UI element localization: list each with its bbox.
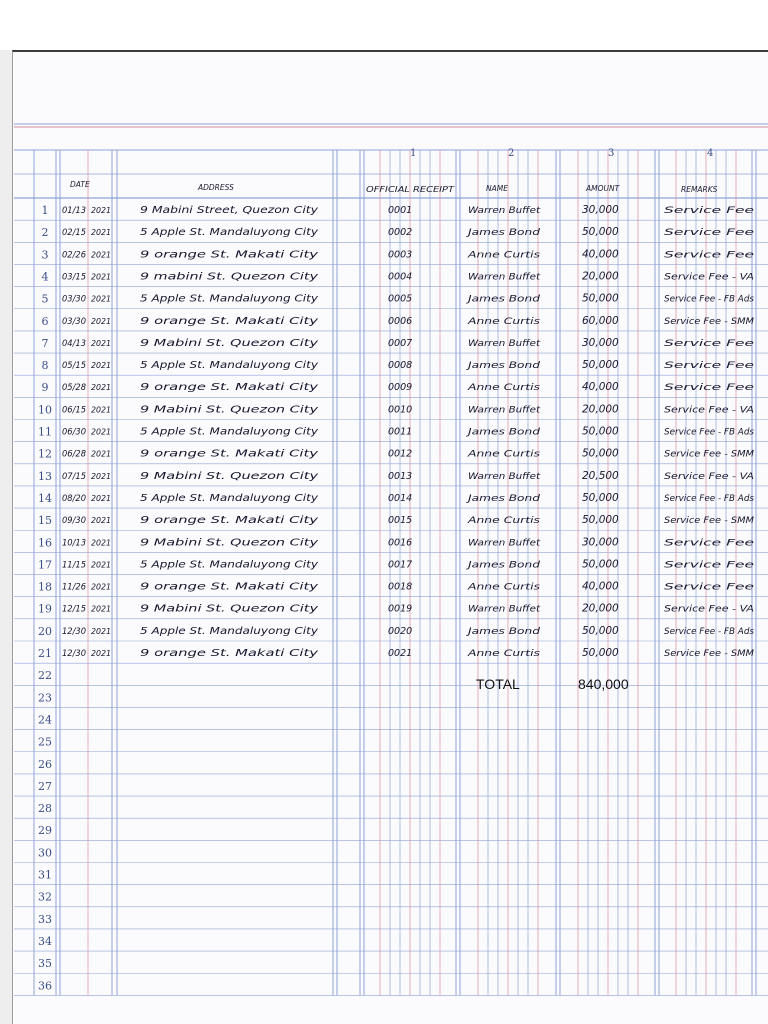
ledger-row (62, 603, 754, 615)
entry-amount: 50,000 (582, 359, 619, 372)
row-number: 23 (38, 691, 52, 705)
ledger-entries (62, 204, 755, 659)
entry-date-year: 2021 (91, 316, 111, 326)
header-remarks: REMARKS (681, 185, 718, 194)
entry-address: 5 Apple St. Mandaluyong City (140, 426, 319, 438)
entry-date: 11/15 (62, 560, 86, 571)
row-number: 14 (38, 491, 52, 505)
entry-official-receipt: 0006 (388, 315, 413, 327)
entry-date-year: 2021 (91, 560, 111, 570)
row-number: 33 (38, 912, 52, 926)
ledger-row (62, 625, 754, 637)
entry-remarks: Service Fee (664, 250, 755, 261)
entry-remarks: Service Fee - SMM (664, 516, 755, 527)
entry-date: 05/28 (62, 383, 87, 394)
ledger-row (62, 581, 755, 593)
row-number: 5 (41, 292, 49, 306)
row-number: 4 (41, 270, 49, 284)
entry-date-year: 2021 (91, 272, 111, 282)
entry-date-year: 2021 (91, 582, 111, 592)
ledger-row (62, 226, 755, 238)
entry-name: Anne Curtis (466, 449, 541, 460)
entry-amount: 20,500 (582, 469, 619, 482)
entry-remarks: Service Fee - SMM (664, 649, 755, 659)
entry-remarks: Service Fee (664, 338, 755, 349)
entry-remarks: Service Fee (664, 383, 755, 394)
entry-remarks: Service Fee (664, 228, 755, 239)
entry-address: 9 orange St. Makati City (140, 515, 319, 527)
row-number: 20 (38, 624, 52, 638)
row-number: 15 (38, 514, 52, 528)
entry-name: Anne Curtis (466, 582, 541, 593)
ledger-row (62, 293, 754, 305)
row-number: 17 (38, 558, 52, 572)
entry-remarks: Service Fee (664, 560, 755, 571)
entry-official-receipt: 0010 (388, 404, 413, 416)
entry-date-year: 2021 (91, 626, 111, 636)
entry-amount: 40,000 (582, 580, 619, 593)
entry-address: 5 Apple St. Mandaluyong City (140, 492, 319, 504)
entry-name: Anne Curtis (466, 250, 541, 261)
ledger-row (62, 536, 755, 548)
ledger-row (62, 204, 755, 216)
header-official-receipt: OFFICIAL RECEIPT (366, 185, 456, 194)
entry-name: Warren Buffet (468, 604, 541, 615)
header-date: DATE (70, 180, 90, 189)
entry-date: 02/15 (62, 228, 86, 239)
entry-official-receipt: 0018 (388, 581, 413, 593)
row-number: 35 (38, 957, 52, 971)
entry-date-year: 2021 (91, 471, 111, 481)
entry-name: Warren Buffet (468, 206, 541, 216)
entry-date: 05/15 (62, 361, 86, 372)
entry-name: James Bond (465, 493, 541, 504)
entry-date: 07/15 (62, 471, 86, 482)
column-number-2: 2 (508, 148, 515, 159)
ledger-row (62, 381, 755, 393)
entry-date-year: 2021 (91, 250, 111, 260)
entry-name: Anne Curtis (466, 316, 541, 327)
entry-date-year: 2021 (91, 361, 111, 371)
entry-remarks: Service Fee (664, 582, 755, 593)
row-number: 16 (38, 536, 52, 550)
ledger-row (62, 492, 754, 504)
entry-official-receipt: 0015 (388, 515, 413, 527)
row-number: 26 (38, 757, 52, 771)
row-number: 3 (41, 248, 49, 262)
entry-date: 06/30 (62, 427, 86, 438)
entry-name: Warren Buffet (468, 272, 541, 283)
entry-date-year: 2021 (91, 493, 111, 503)
entry-address: 9 orange St. Makati City (140, 249, 319, 261)
entry-official-receipt: 0009 (388, 382, 413, 394)
header-address: ADDRESS (198, 183, 234, 192)
entry-amount: 60,000 (582, 314, 619, 327)
entry-address: 5 Apple St. Mandaluyong City (140, 227, 319, 239)
entry-amount: 20,000 (582, 270, 619, 283)
entry-official-receipt: 0001 (388, 205, 413, 216)
entry-address: 5 Apple St. Mandaluyong City (140, 625, 319, 637)
entry-name: James Bond (465, 560, 541, 571)
entry-date-year: 2021 (91, 405, 111, 415)
entry-official-receipt: 0007 (388, 337, 413, 349)
row-number: 31 (38, 868, 52, 882)
row-number: 9 (41, 381, 49, 395)
entry-amount: 50,000 (582, 226, 619, 239)
row-number: 11 (38, 425, 52, 439)
row-numbers (38, 204, 52, 992)
entry-name: James Bond (465, 427, 541, 438)
row-number: 28 (38, 802, 52, 816)
entry-amount: 20,000 (582, 602, 619, 615)
ledger-row (62, 315, 754, 327)
row-number: 22 (38, 669, 52, 683)
entry-date-year: 2021 (91, 649, 111, 658)
entry-remarks: Service Fee - FB Ads (664, 294, 755, 305)
entry-remarks: Service Fee (664, 538, 755, 549)
row-number: 6 (41, 314, 49, 328)
entry-amount: 20,000 (582, 403, 619, 416)
entry-amount: 50,000 (582, 624, 619, 637)
entry-amount: 50,000 (582, 514, 619, 527)
entry-amount: 50,000 (582, 425, 619, 438)
row-number: 18 (38, 580, 52, 594)
row-number: 19 (38, 602, 52, 616)
entry-date: 09/30 (62, 516, 86, 527)
row-number: 36 (38, 979, 52, 993)
entry-remarks: Service Fee - VA (664, 272, 754, 283)
row-number: 10 (38, 403, 52, 417)
entry-official-receipt: 0017 (388, 559, 413, 571)
entry-date: 03/30 (62, 316, 86, 327)
entry-name: Anne Curtis (466, 516, 541, 527)
entry-date-year: 2021 (91, 449, 111, 459)
entry-remarks: Service Fee - SMM (664, 316, 755, 327)
entry-date-year: 2021 (91, 228, 111, 238)
entry-name: James Bond (465, 361, 541, 372)
entry-date: 01/13 (62, 206, 86, 216)
entry-address: 9 orange St. Makati City (140, 648, 319, 659)
entry-official-receipt: 0004 (388, 271, 413, 283)
entry-amount: 40,000 (582, 381, 619, 394)
entry-name: Warren Buffet (468, 471, 541, 482)
entry-date: 06/15 (62, 405, 86, 416)
entry-address: 9 Mabini St. Quezon City (140, 603, 319, 615)
entry-official-receipt: 0005 (388, 293, 413, 305)
entry-date-year: 2021 (91, 383, 111, 393)
entry-remarks: Service Fee - VA (664, 604, 754, 615)
ledger-row (62, 337, 755, 349)
entry-official-receipt: 0008 (388, 360, 413, 372)
entry-official-receipt: 0002 (388, 227, 413, 239)
ledger-row (62, 403, 754, 415)
entry-name: Warren Buffet (468, 538, 541, 549)
entry-name: Anne Curtis (466, 649, 541, 659)
row-number: 1 (41, 204, 49, 217)
entry-amount: 30,000 (582, 204, 619, 216)
entry-address: 5 Apple St. Mandaluyong City (140, 360, 319, 372)
row-number: 27 (38, 779, 52, 793)
ledger-row (62, 359, 755, 371)
entry-amount: 50,000 (582, 447, 619, 460)
entry-official-receipt: 0013 (388, 470, 413, 482)
total-row (476, 676, 629, 692)
entry-amount: 50,000 (582, 491, 619, 504)
column-headers (70, 180, 718, 194)
entry-name: James Bond (465, 294, 541, 305)
ledger-row (62, 514, 754, 526)
entry-address: 9 Mabini St. Quezon City (140, 404, 319, 416)
row-number: 7 (41, 336, 49, 350)
entry-date-year: 2021 (91, 427, 111, 437)
entry-amount: 40,000 (582, 248, 619, 261)
entry-address: 9 Mabini Street, Quezon City (140, 205, 319, 216)
entry-date-year: 2021 (91, 338, 111, 348)
entry-official-receipt: 0019 (388, 603, 413, 615)
header-name: NAME (486, 184, 508, 193)
entry-date-year: 2021 (91, 206, 111, 215)
row-number: 2 (41, 226, 49, 240)
row-number: 13 (38, 469, 52, 483)
ledger-row (62, 270, 754, 282)
row-number: 21 (38, 647, 52, 660)
entry-date: 12/15 (62, 604, 86, 615)
column-number-3: 3 (608, 148, 615, 159)
entry-date: 10/13 (62, 538, 86, 549)
entry-remarks: Service Fee (664, 206, 755, 216)
ledger-row (62, 426, 754, 438)
entry-date: 11/26 (62, 582, 87, 593)
row-number: 24 (38, 713, 52, 727)
entry-remarks: Service Fee - FB Ads (664, 427, 755, 438)
ledger-row (62, 470, 754, 482)
column-number-4: 4 (707, 148, 714, 159)
row-number: 29 (38, 824, 52, 838)
entry-remarks: Service Fee (664, 361, 755, 372)
entry-name: James Bond (465, 626, 541, 637)
ledger-row (62, 647, 754, 659)
entry-date-year: 2021 (91, 538, 111, 548)
entry-date: 02/26 (62, 250, 87, 261)
row-number: 8 (41, 359, 49, 373)
entry-amount: 50,000 (582, 292, 619, 305)
entry-date: 12/30 (62, 649, 86, 659)
entry-address: 9 mabini St. Quezon City (140, 271, 319, 283)
entry-name: Anne Curtis (466, 383, 541, 394)
entry-date: 03/15 (62, 272, 86, 283)
entry-address: 9 orange St. Makati City (140, 448, 319, 460)
entry-name: James Bond (465, 228, 541, 239)
entry-date-year: 2021 (91, 294, 111, 304)
entry-official-receipt: 0021 (388, 648, 413, 659)
ledger-row (62, 558, 755, 570)
entry-official-receipt: 0012 (388, 448, 413, 460)
entry-name: Warren Buffet (468, 405, 541, 416)
row-number: 12 (38, 447, 52, 461)
entry-date: 04/13 (62, 338, 86, 349)
entry-address: 9 orange St. Makati City (140, 315, 319, 327)
entry-date: 03/30 (62, 294, 86, 305)
entry-address: 5 Apple St. Mandaluyong City (140, 293, 319, 305)
row-number: 30 (38, 846, 52, 860)
column-number-1: 1 (410, 148, 417, 159)
entry-date: 12/30 (62, 626, 86, 637)
entry-remarks: Service Fee - SMM (664, 449, 755, 460)
row-number: 34 (38, 934, 52, 948)
entry-remarks: Service Fee - FB Ads (664, 493, 755, 504)
entry-address: 5 Apple St. Mandaluyong City (140, 559, 319, 571)
entry-remarks: Service Fee - FB Ads (664, 626, 755, 637)
total-amount: 840,000 (578, 676, 629, 692)
ledger-row (62, 448, 754, 460)
entry-name: Warren Buffet (468, 338, 541, 349)
entry-address: 9 orange St. Makati City (140, 581, 319, 593)
entry-amount: 30,000 (582, 336, 619, 349)
entry-official-receipt: 0014 (388, 492, 413, 504)
header-amount: AMOUNT (586, 184, 620, 193)
ledger-row (62, 248, 755, 260)
entry-date: 08/20 (62, 493, 86, 504)
row-number: 32 (38, 890, 52, 904)
entry-official-receipt: 0020 (388, 625, 413, 637)
entry-date-year: 2021 (91, 516, 111, 526)
entry-amount: 30,000 (582, 536, 619, 549)
entry-remarks: Service Fee - VA (664, 405, 754, 416)
entry-amount: 50,000 (582, 558, 619, 571)
entry-date: 06/28 (62, 449, 87, 460)
entry-address: 9 Mabini St. Quezon City (140, 337, 319, 349)
row-number: 25 (38, 735, 52, 749)
entry-remarks: Service Fee - VA (664, 471, 754, 482)
entry-address: 9 Mabini St. Quezon City (140, 537, 319, 549)
entry-address: 9 orange St. Makati City (140, 382, 319, 394)
entry-official-receipt: 0011 (388, 426, 413, 438)
entry-date-year: 2021 (91, 604, 111, 614)
entry-official-receipt: 0016 (388, 537, 413, 549)
entry-official-receipt: 0003 (388, 249, 413, 261)
total-label: TOTAL (476, 676, 520, 692)
entry-address: 9 Mabini St. Quezon City (140, 470, 319, 482)
entry-amount: 50,000 (582, 647, 619, 659)
